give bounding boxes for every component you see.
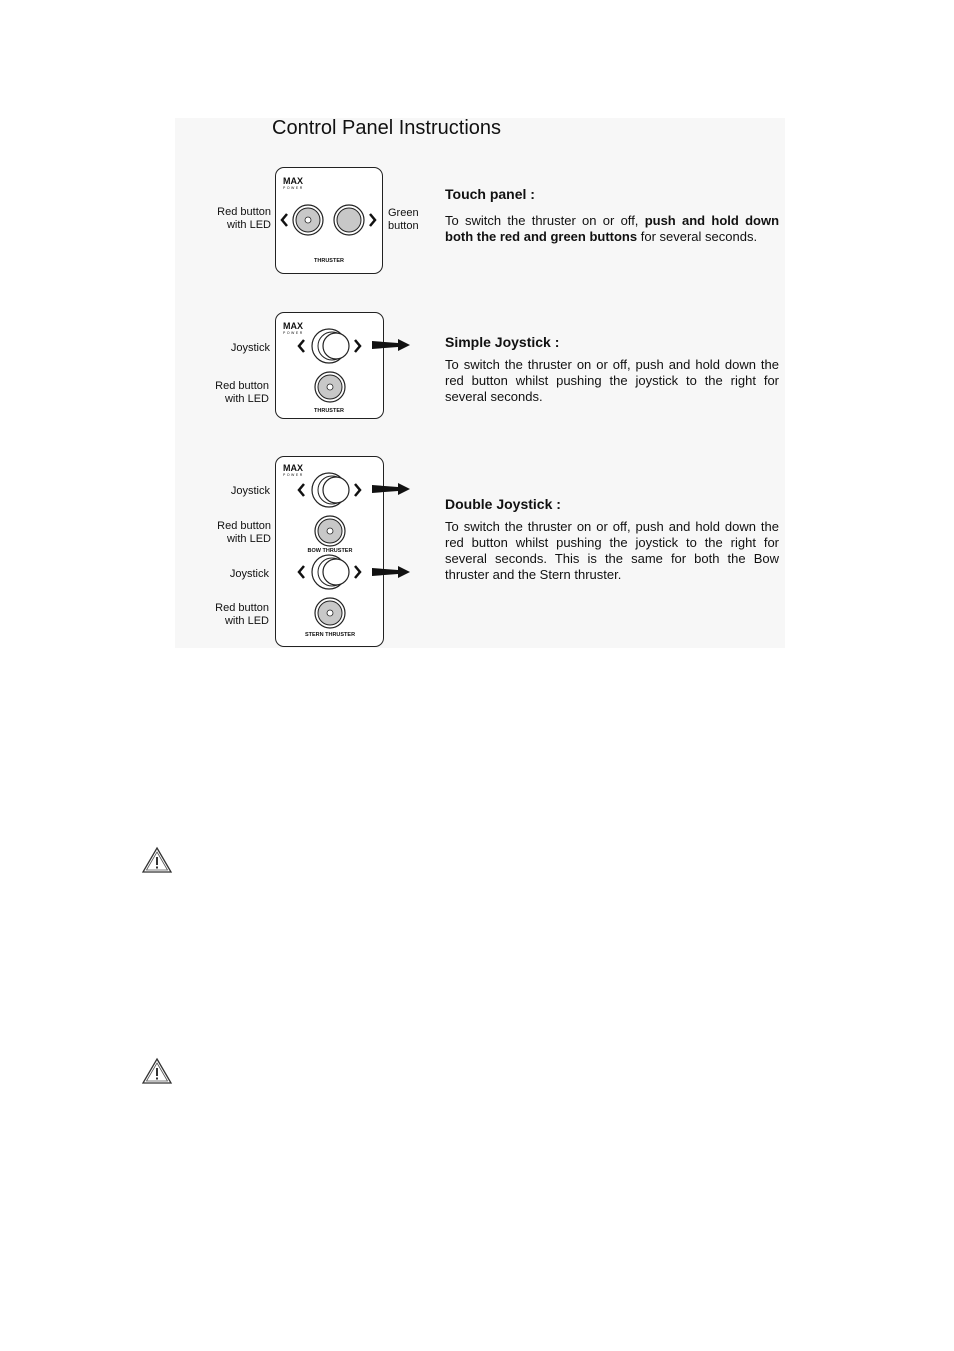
panel-label: THRUSTER [314,258,344,264]
double-joystick-label-1: Joystick [230,485,270,497]
max-power-logo [283,463,304,477]
double-red-button-label-1: Red button with LED [217,520,271,545]
double-joystick-panel [275,456,384,647]
push-right-arrow-icon [372,482,412,496]
touch-green-button-label: Green button [388,207,419,232]
simple-joystick-heading: Simple Joystick : [445,334,560,350]
svg-text:POWER: POWER [283,186,304,190]
push-right-arrow-icon [372,565,412,579]
simple-joystick-text: To switch the thruster on or off, push and hold down the red button whilst pushing the joystick to the right for several seconds. [445,357,779,404]
chevron-right-icon [355,340,360,352]
simple-joystick-panel [275,312,384,419]
stern-red-button[interactable] [315,598,345,628]
chevron-left-icon [299,484,304,496]
svg-text:MAX: MAX [283,321,303,331]
bow-red-button[interactable] [315,516,345,546]
double-joystick-text: To switch the thruster on or off, push and hold down the red button whilst pushing the joystick to the right for several seconds. This is the same for both the Bow thruster and the Stern thruster. [445,519,779,582]
chevron-right-icon [355,484,360,496]
panel-label-bow: BOW THRUSTER [307,548,353,554]
simple-joystick-label: Joystick [230,342,270,354]
chevron-left-icon [299,340,304,352]
svg-text:MAX: MAX [283,463,303,473]
max-power-logo [283,176,304,190]
stern-joystick[interactable] [312,555,349,589]
svg-text:POWER: POWER [283,331,304,335]
led-icon [305,217,311,223]
double-joystick-label-2: Joystick [229,568,269,580]
red-button[interactable] [293,205,323,235]
simple-red-button-label: Red button with LED [215,380,269,405]
joystick[interactable] [312,329,349,363]
chevron-right-icon [355,566,360,578]
page-title: Control Panel Instructions [272,117,502,139]
double-red-button-label-2: Red button with LED [215,602,269,627]
bow-joystick[interactable] [312,473,349,507]
double-joystick-heading: Double Joystick : [445,496,561,512]
led-icon [327,384,333,390]
svg-text:POWER: POWER [283,473,304,477]
led-icon [327,610,333,616]
touch-panel-text: To switch the thruster on or off, push and hold down both the red and green buttons for several seconds. [445,213,780,244]
led-icon [327,528,333,534]
red-button[interactable] [315,372,345,402]
max-power-logo [283,321,304,335]
touch-panel [275,167,383,274]
panel-label: THRUSTER [314,408,344,414]
panel-label-stern: STERN THRUSTER [304,632,356,638]
chevron-left-icon [299,566,304,578]
warning-triangle-icon [141,846,173,874]
svg-text:MAX: MAX [283,176,303,186]
push-right-arrow-icon [372,338,412,352]
touch-red-button-label: Red button with LED [217,206,271,231]
chevron-left-icon [282,214,287,226]
chevron-right-icon [370,214,375,226]
touch-panel-heading: Touch panel : [445,186,535,202]
warning-triangle-icon [141,1057,173,1085]
green-button[interactable] [334,205,364,235]
